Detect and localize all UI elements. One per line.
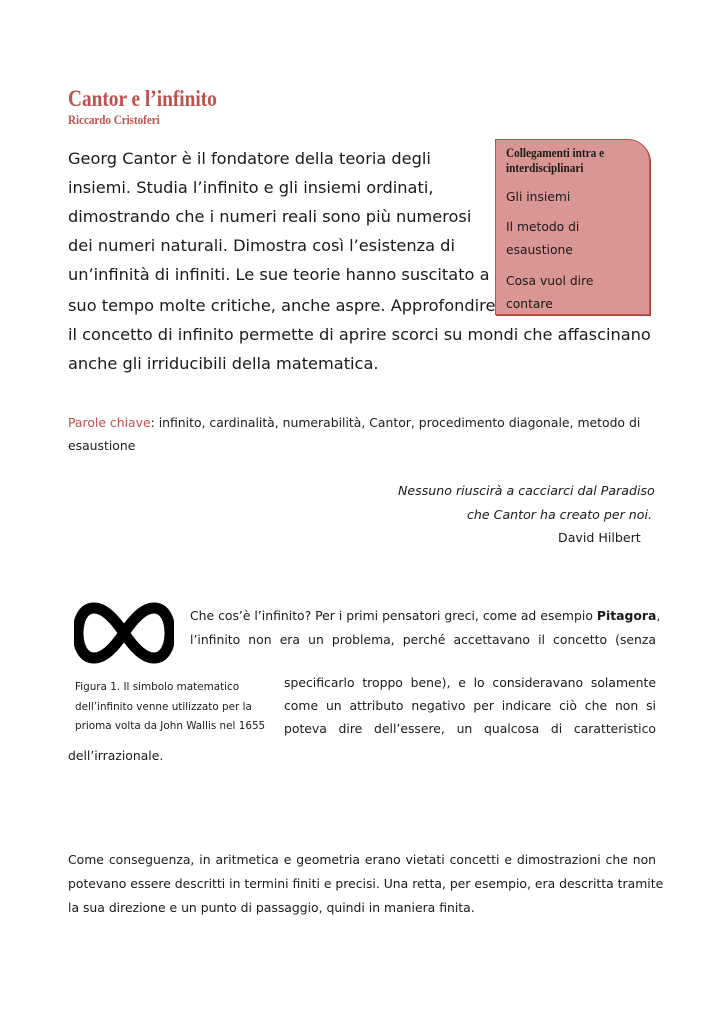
figure-caption-line: dell’infinito venne utilizzato per la xyxy=(75,701,252,713)
quote-line: Nessuno riuscirà a cacciarci dal Paradiso xyxy=(398,483,655,498)
figure-caption-line: prioma volta da John Wallis nel 1655 xyxy=(75,720,266,732)
intro-line: un’infinità di infiniti. Le sue teorie hanno suscitato a xyxy=(68,265,490,284)
body-line: potevano essere descritti in termini finiti e precisi. Una retta, per esempio, era descritta tramite xyxy=(68,876,664,891)
body-line: come un attributo negativo per indicare ciò che non si xyxy=(284,698,656,713)
article-author: Riccardo Cristoferi xyxy=(68,112,160,127)
sidebox-link-metodo[interactable]: Il metodo di xyxy=(506,220,580,234)
keywords xyxy=(68,411,648,457)
article-title: Cantor e l’infinito xyxy=(68,86,217,111)
body-line: Che cos’è l’infinito? Per i primi pensatori greci, come ad esempio Pitagora, xyxy=(190,608,661,623)
intro-line: suo tempo molte critiche, anche aspre. Approfondire xyxy=(68,296,496,315)
intro-line: Georg Cantor è il fondatore della teoria degli xyxy=(68,149,431,168)
keywords-text: : infinito, cardinalità, numerabilità, Cantor, procedimento diagonale, metodo di esaustione xyxy=(68,415,641,453)
keywords-label: Parole chiave xyxy=(68,415,151,430)
sidebox-title: Collegamenti intra e interdisciplinari xyxy=(506,146,605,175)
body-line: Come conseguenza, in aritmetica e geometria erano vietati concetti e dimostrazioni che non xyxy=(68,852,656,867)
intro-line: anche gli irriducibili della matematica. xyxy=(68,354,379,373)
intro-line: insiemi. Studia l’infinito e gli insiemi ordinati, xyxy=(68,178,434,197)
body-line: la sua direzione e un punto di passaggio, quindi in maniera finita. xyxy=(68,900,475,915)
bold-name: Pitagora xyxy=(596,608,657,623)
sidebox-link-insiemi[interactable]: Gli insiemi xyxy=(506,190,571,204)
body-line: l’infinito non era un problema, perché accettavano il concetto (senza xyxy=(190,632,656,647)
figure-caption-line: Figura 1. Il simbolo matematico xyxy=(75,681,240,693)
body-line: poteva dire dell’essere, un qualcosa di caratteristico xyxy=(284,721,656,736)
intro-line: dimostrando che i numeri reali sono più numerosi xyxy=(68,207,472,226)
quote-line: che Cantor ha creato per noi. xyxy=(467,507,653,522)
body-line: dell’irrazionale. xyxy=(68,748,164,763)
intro-line: il concetto di infinito permette di aprire scorci su mondi che affascinano xyxy=(68,325,651,344)
links-sidebox xyxy=(495,139,650,315)
sidebox-link-contare-cont[interactable]: contare xyxy=(506,297,553,311)
quote-author: David Hilbert xyxy=(558,530,641,545)
intro-line: dei numeri naturali. Dimostra così l’esistenza di xyxy=(68,236,455,255)
sidebox-link-contare[interactable]: Cosa vuol dire xyxy=(506,274,594,288)
infinity-symbol-icon xyxy=(74,596,174,670)
sidebox-link-esaustione[interactable]: esaustione xyxy=(506,243,573,257)
body-line: specificarlo troppo bene), e lo consideravano solamente xyxy=(284,675,656,690)
